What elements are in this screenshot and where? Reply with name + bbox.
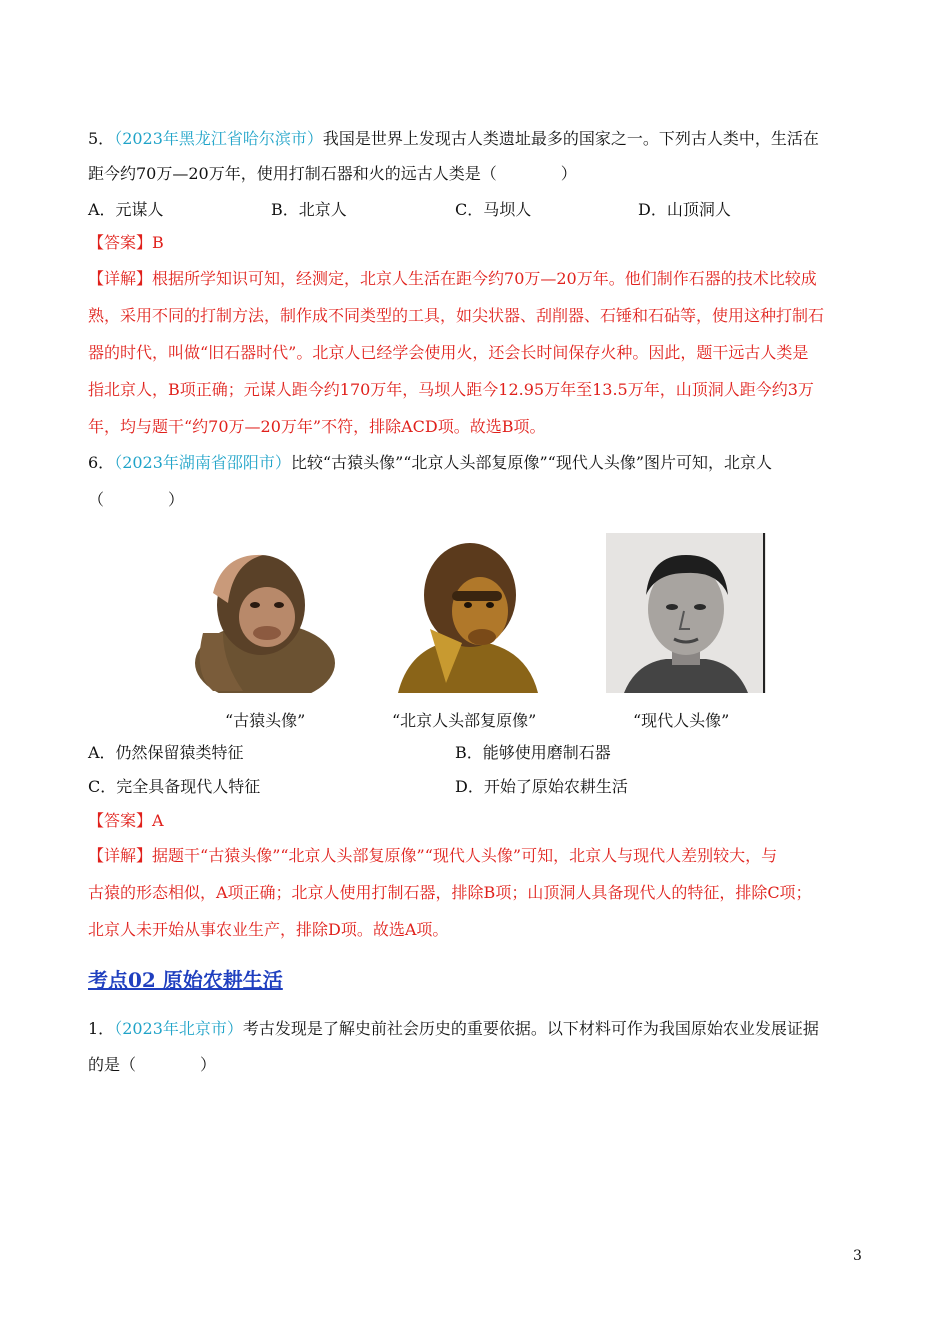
q5-detail-line1 — [88, 268, 817, 290]
caption-peking-man: “北京人头部复原像” — [392, 711, 537, 730]
q5-option-b: B．北京人 — [271, 200, 347, 219]
q5-detail-label: 【详解】 — [88, 269, 153, 288]
page-number: 3 — [853, 1248, 862, 1264]
q6-detail-line2: 古猿的形态相似，A项正确；北京人使用打制石器，排除B项；山顶洞人具备现代人的特征，排除C项； — [88, 883, 812, 902]
q1-source: （2023年北京市） — [114, 1019, 243, 1038]
caption-modern-human: “现代人头像” — [633, 711, 730, 730]
q5-detail-line4: 指北京人，B项正确；元谋人距今约170万年，马坝人距今12.95万年至13.5万年，山顶洞人距今约3万 — [88, 380, 814, 399]
q6-source: （2023年湖南省邵阳市） — [114, 453, 291, 472]
q6-stem1: 比较“古猿头像”“北京人头部复原像”“现代人头像”图片可知，北京人 — [290, 453, 773, 472]
q5-source: （2023年黑龙江省哈尔滨市） — [114, 129, 323, 148]
q5-stem-line1 — [88, 128, 819, 150]
q6-number: 6． — [88, 453, 115, 472]
q6-option-a: A．仍然保留猿类特征 — [88, 743, 244, 762]
q1-stem-line2: 的是（ ） — [88, 1055, 217, 1074]
q5-stem1: 我国是世界上发现古人类遗址最多的国家之一。下列古人类中，生活在 — [322, 129, 819, 148]
q5-option-a: A．元谋人 — [88, 200, 164, 219]
q6-option-c: C．完全具备现代人特征 — [88, 777, 261, 796]
q6-detail-text1: 据题干“古猿头像”“北京人头部复原像”“现代人头像”可知，北京人与现代人差别较大，与 — [152, 846, 778, 865]
q6-detail-line3: 北京人未开始从事农业生产，排除D项。故选A项。 — [88, 920, 449, 939]
q5-detail-line5: 年，均与题干“约70万—20万年”不符，排除ACD项。故选B项。 — [88, 417, 546, 436]
q6-detail-line1 — [88, 845, 777, 867]
q1-number: 1． — [88, 1019, 115, 1038]
caption-ape-head: “古猿头像” — [225, 711, 306, 730]
q5-detail-line2: 熟，采用不同的打制方法，制作成不同类型的工具，如尖状器、刮削器、石锤和石砧等，使用这种打制石 — [88, 306, 825, 325]
q6-stem-line2: （ ） — [88, 490, 185, 509]
q6-detail-label: 【详解】 — [88, 846, 153, 865]
q6-stem-line1 — [88, 452, 772, 474]
peking-man-bust-image — [388, 533, 544, 693]
q5-option-d: D．山顶洞人 — [638, 200, 731, 219]
q6-answer: 【答案】A — [88, 811, 164, 830]
q5-detail-line3: 器的时代，叫做“旧石器时代”。北京人已经学会使用火，还会长时间保存火种。因此，题干远古人类是 — [88, 343, 809, 362]
ape-head-image — [183, 533, 341, 693]
q5-stem-line2: 距今约70万—20万年，使用打制石器和火的远古人类是（ ） — [88, 164, 577, 183]
q6-option-d: D．开始了原始农耕生活 — [455, 777, 628, 796]
q6-option-b: B．能够使用磨制石器 — [455, 743, 611, 762]
q5-number: 5． — [88, 129, 115, 148]
section-heading: 考点02 原始农耕生活 — [88, 968, 283, 992]
q1-stem-line1 — [88, 1018, 819, 1040]
q5-answer: 【答案】B — [88, 233, 164, 252]
q1-stem1: 考古发现是了解史前社会历史的重要依据。以下材料可作为我国原始农业发展证据 — [242, 1019, 819, 1038]
q5-option-c: C．马坝人 — [455, 200, 532, 219]
q5-detail-text1: 根据所学知识可知，经测定，北京人生活在距今约70万—20万年。他们制作石器的技术比较成 — [152, 269, 817, 288]
modern-human-portrait-image — [606, 533, 766, 693]
